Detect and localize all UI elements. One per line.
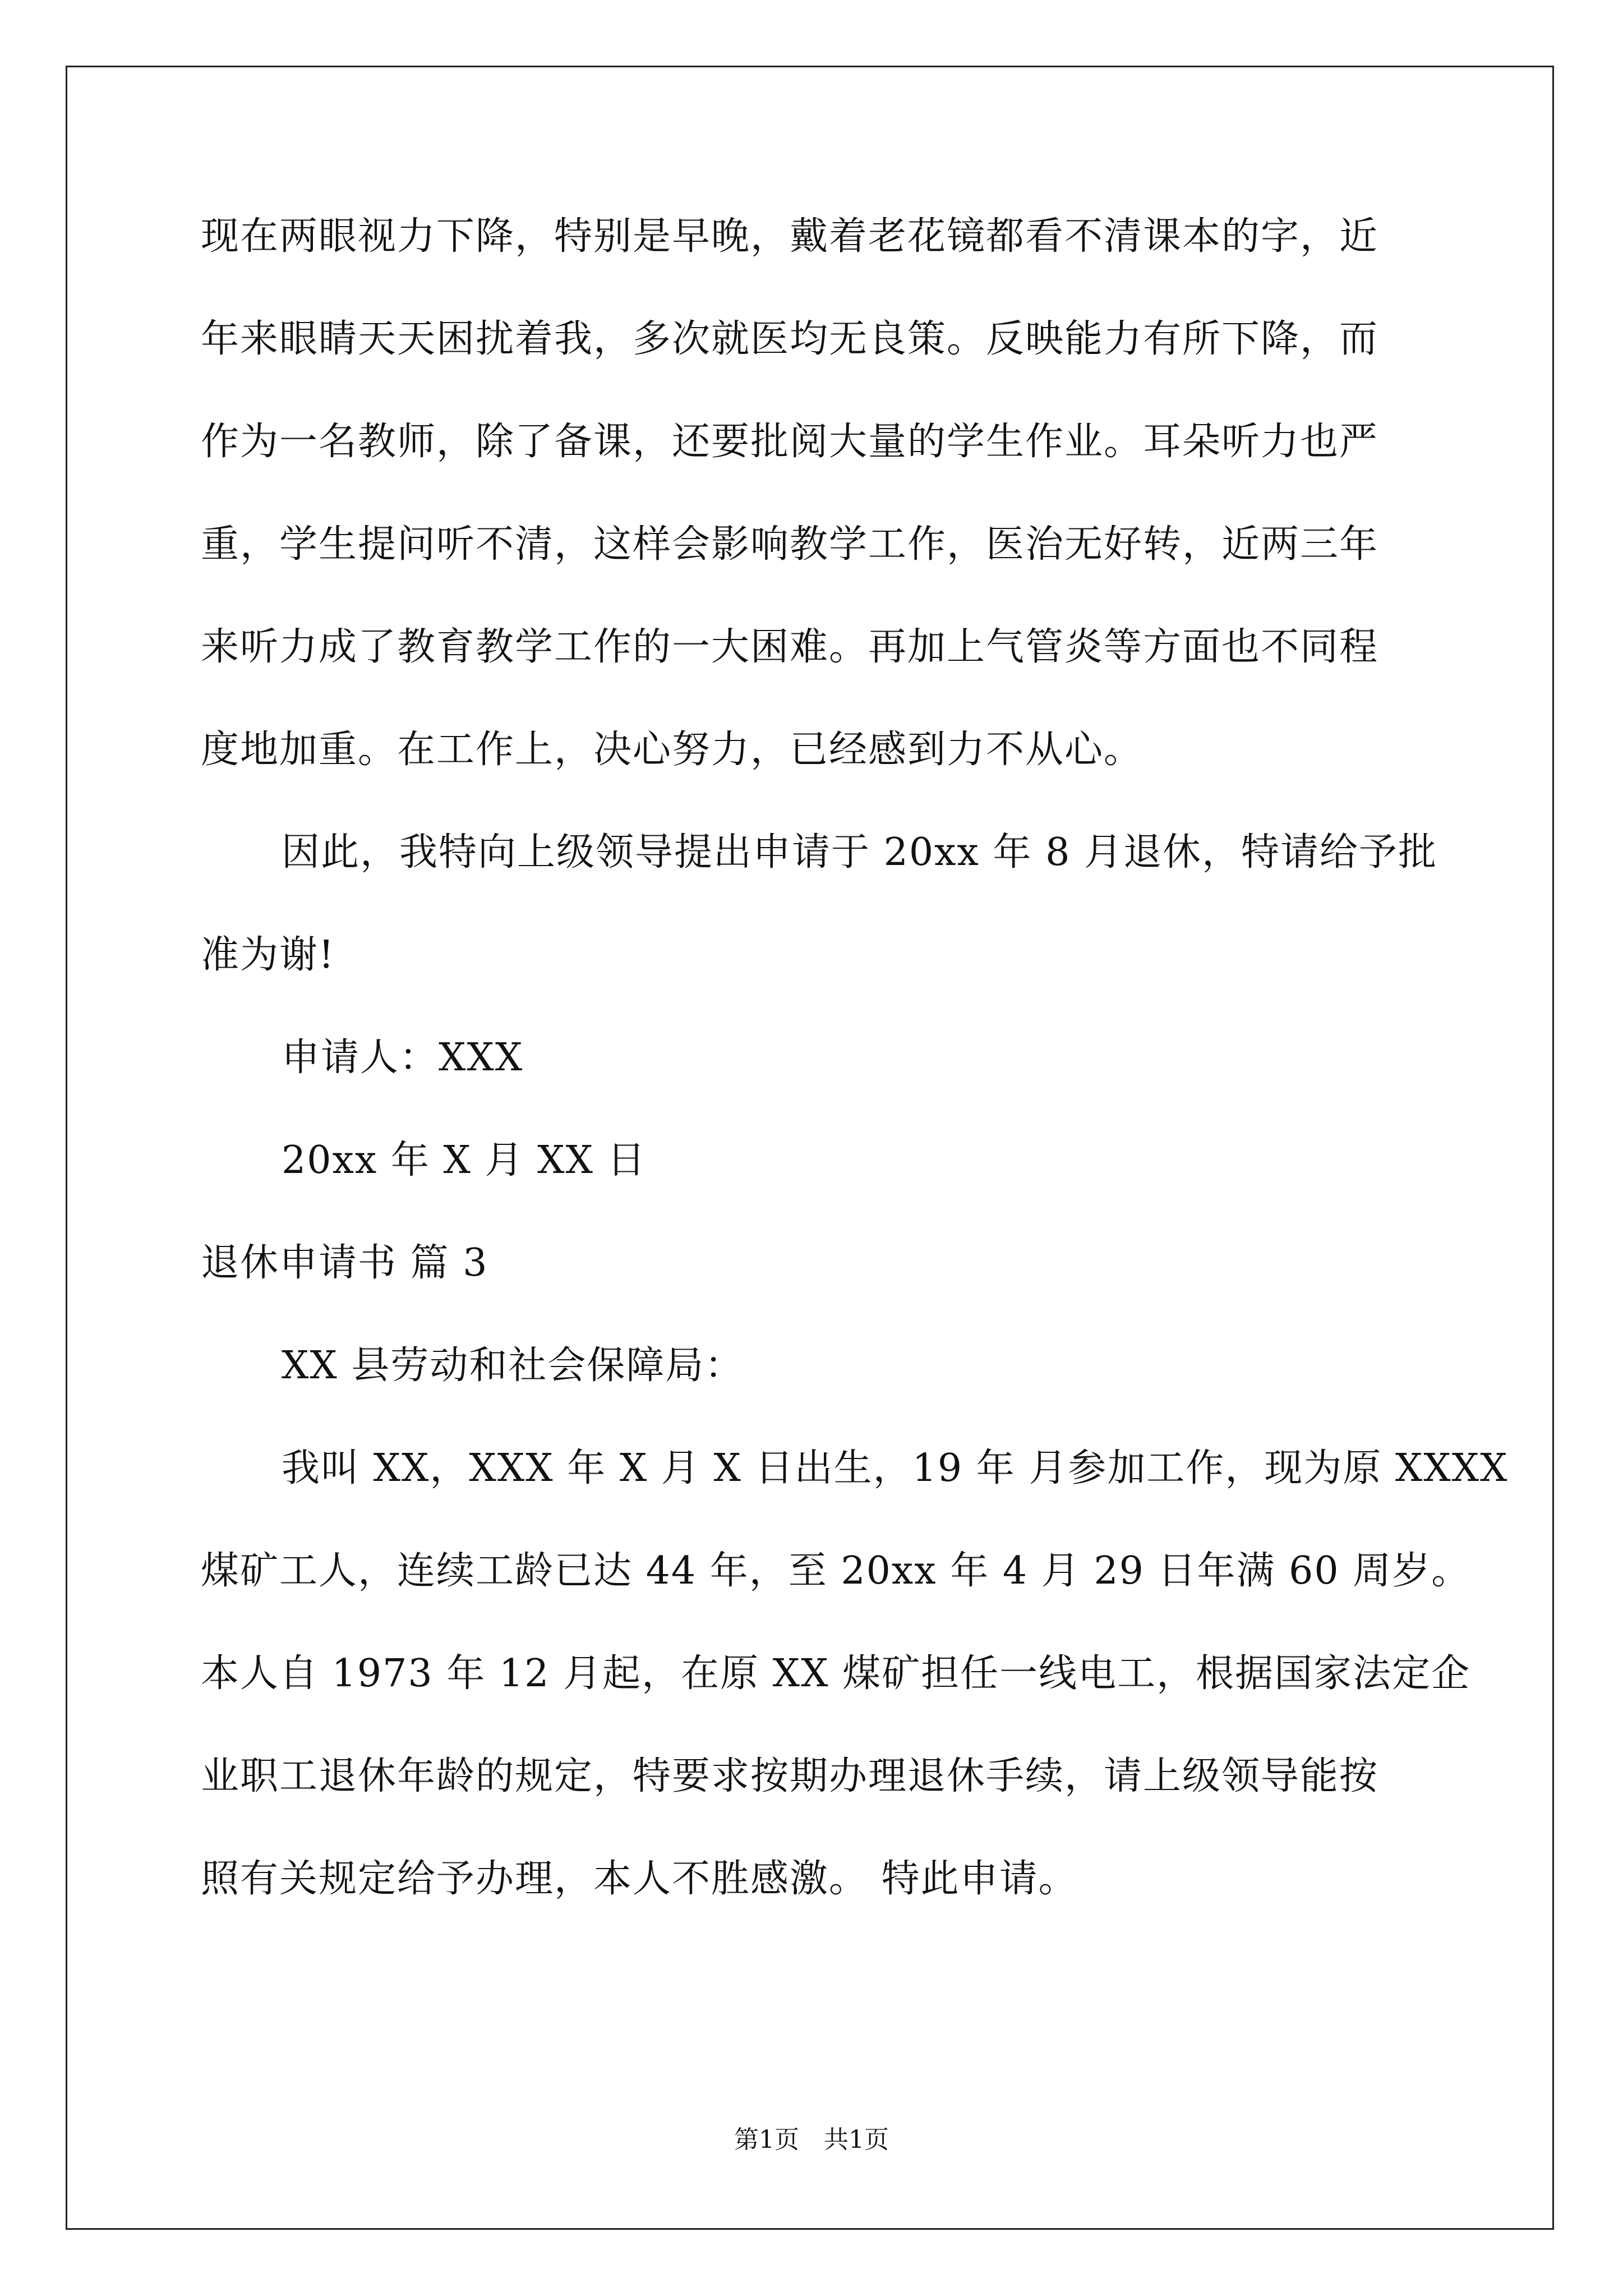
date-line: 20xx 年 X 月 XX 日 xyxy=(282,1138,647,1182)
section-heading: 退休申请书 篇 3 xyxy=(201,1241,488,1285)
paragraph-line: 来听力成了教育教学工作的一大困难。再加上气管炎等方面也不同程 xyxy=(201,625,1379,669)
page-number-footer: 第1页 共1页 xyxy=(734,2125,889,2154)
paragraph-line: 度地加重。在工作上，决心努力，已经感到力不从心。 xyxy=(201,728,1144,772)
paragraph-line: 因此，我特向上级领导提出申请于 20xx 年 8 月退休，特请给予批 xyxy=(282,830,1437,875)
paragraph-line: 照有关规定给予办理，本人不胜感激。 特此申请。 xyxy=(201,1857,1078,1901)
paragraph-line: 准为谢! xyxy=(201,933,335,977)
paragraph-line: 本人自 1973 年 12 月起，在原 XX 煤矿担任一线电工，根据国家法定企 xyxy=(201,1651,1471,1696)
paragraph-line: 业职工退休年龄的规定，特要求按期办理退休手续，请上级领导能按 xyxy=(201,1754,1379,1798)
paragraph-line: 煤矿工人，连续工龄已达 44 年，至 20xx 年 4 月 29 日年满 60 周岁。 xyxy=(201,1549,1471,1593)
paragraph-line: 现在两眼视力下降，特别是早晚，戴着老花镜都看不清课本的字，近 xyxy=(201,214,1379,259)
paragraph-line: 作为一名教师，除了备课，还要批阅大量的学生作业。耳朵听力也严 xyxy=(201,420,1379,464)
paragraph-line: 我叫 XX，XXX 年 X 月 X 日出生，19 年 月参加工作，现为原 XXXX xyxy=(282,1446,1509,1490)
paragraph-line: 重，学生提问听不清，这样会影响教学工作，医治无好转，近两三年 xyxy=(201,522,1379,567)
paragraph-line: 年来眼睛天天困扰着我，多次就医均无良策。反映能力有所下降，而 xyxy=(201,317,1379,361)
salutation: XX 县劳动和社会保障局： xyxy=(282,1343,744,1388)
applicant-line: 申请人：XXX xyxy=(282,1036,524,1080)
